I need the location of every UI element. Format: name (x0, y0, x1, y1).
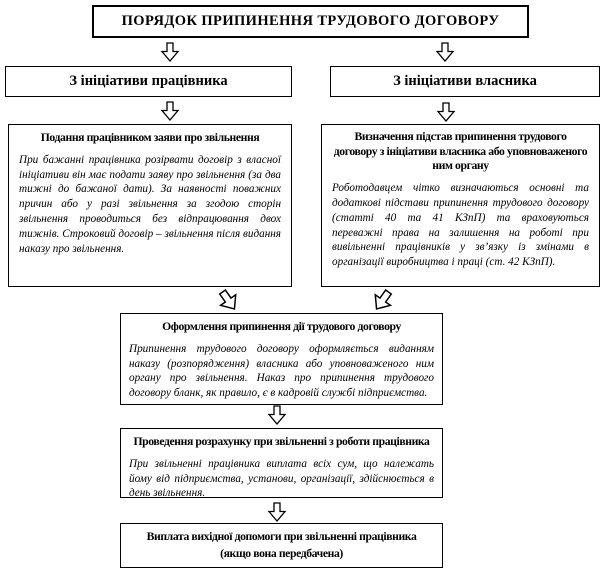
down-arrow-icon (435, 42, 455, 62)
settlement-step-box (120, 428, 443, 498)
formalization-step-title: Оформлення припинення дії трудового договору (162, 320, 401, 333)
branch-owner-label: З ініціативи власника (393, 73, 537, 89)
worker-step-box (8, 124, 292, 287)
settlement-step-title: Проведення розрахунку при звільненні з роботи працівника (133, 435, 430, 448)
worker-step-body: При бажанні працівника розірвати договір з власної ініціативи він має подати заяву про звільнення (за два тижні до бажаної дати). За наявності поважних причин або у разі звільнення за згодою сторін звільнення проводиться без відпрацювання двох тижнів. Строковий договір – звільнення після видання наказу про звільнення. (19, 153, 281, 255)
branch-worker-label: З ініціативи працівника (69, 73, 228, 89)
severance-step-title: Виплата вихідної допомоги при звільненні працівника (146, 529, 417, 543)
diagonal-down-right-arrow-icon (212, 284, 244, 316)
owner-step-title: Визначення підстав припинення трудового договору з ініціативи власника або уповноваженого ним органу (333, 130, 588, 173)
down-arrow-icon (267, 502, 287, 522)
severance-step-subtitle: (якщо вона передбачена) (220, 546, 343, 560)
branch-owner-header (330, 66, 600, 97)
formalization-step-body: Припинення трудового договору оформляється виданням наказу (розпорядження) власника або уповноваженого ним органу про звільнення. Наказ про припинення трудового договору бланк, як правило, є в кадровій службі підприємства. (129, 342, 434, 400)
page-title: ПОРЯДОК ПРИПИНЕННЯ ТРУДОВОГО ДОГОВОРУ (121, 13, 500, 29)
severance-step-box (120, 523, 443, 568)
down-arrow-icon (267, 405, 287, 425)
settlement-step-body: При звільненні працівника виплата всіх сум, що належать йому від підприємства, установи, організації, здійснюється в день звільнення. (129, 457, 434, 500)
worker-step-title: Подання працівником заяви про звільнення (40, 131, 260, 144)
owner-step-box (321, 124, 600, 287)
formalization-step-box (120, 313, 443, 405)
down-arrow-icon (160, 101, 180, 121)
diagonal-down-left-arrow-icon (366, 284, 398, 316)
down-arrow-icon (436, 102, 456, 122)
owner-step-body: Роботодавцем чітко визначаються основні та додаткові підстави припинення трудового договору (статті 40 та 41 КЗпП) та враховуються переважні права на залишення на роботі при вивільненні працівників у зв’язку із змінами в організації виробництва і праці (ст. 42 КЗпП). (332, 181, 589, 269)
down-arrow-icon (160, 42, 180, 62)
title-box (92, 5, 529, 38)
branch-worker-header (5, 66, 292, 97)
